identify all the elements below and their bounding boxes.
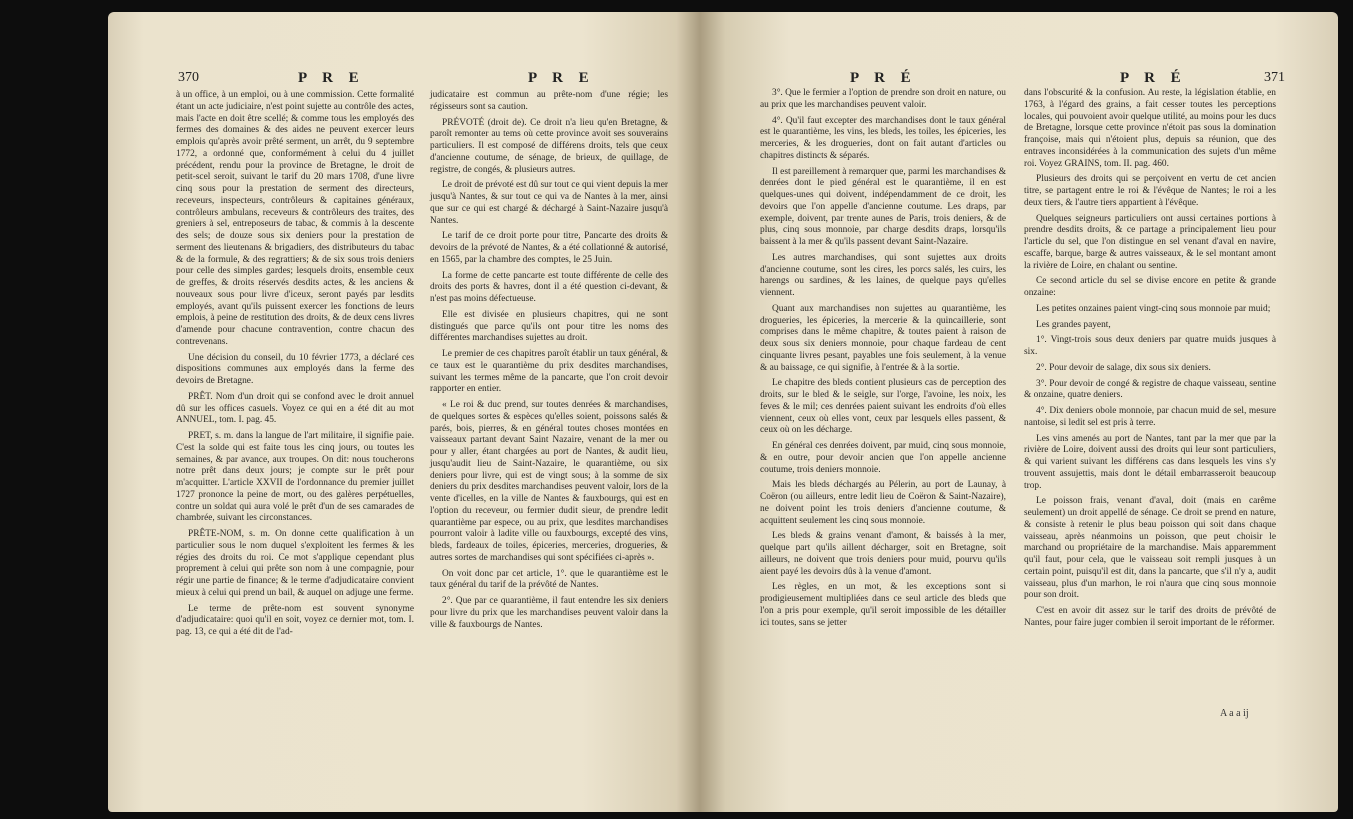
paragraph: Le poisson frais, venant d'aval, doit (mais en carême seulement) un droit appellé de sénage. Ce droit se prend en nature, & consiste à retenir le plus beau poisson qui soit dans chaque vaisseau, après néanmoins un poisson, que peut choisir le marchand ou propriétaire de la marchandise. Mais apparemment qu'il faut, pour cela, que le vaisseau soit rempli jusques à un certain point, puisqu'il est dit, dans la pancarte, que s'il n'y a, audit vaisseau, plus d'un marhon, le roi n'aura que cinq sous monnoie pour son droit.: [1024, 496, 1276, 601]
paragraph: 4°. Qu'il faut excepter des marchandises dont le taux général est le quarantième, les vins, les bleds, les toiles, les épiceries, les merceries, & les drogueries, dont on fait autant d'articles ou chapitres distincts & séparés.: [760, 115, 1006, 161]
running-head-right: P R É: [1120, 70, 1187, 86]
paragraph: Le terme de prête-nom est souvent synonyme d'adjudicataire: quoi qu'il en soit, voyez ce dernier mot, tom. I. pag. 13, ce qui a été dit de l'ad-: [176, 603, 414, 637]
text-column-2: [430, 90, 668, 635]
paragraph: « Le roi & duc prend, sur toutes denrées & marchandises, de quelques sortes & espèces qu'elles soient, poissons salés & parés, bois, pierres, & en général toutes choses montées en vaisseaux partant devant Saint Nazaire, venant de la mer ou pour y aller, étant chargées au port de Nantes, & audit lieu, jusqu'audit lieu de Saint-Nazaire, le quarantième, ou six deniers pour livre, qui est de vingt sous; à la somme de six deniers du prix desdites marchandises peuvent valoir, lors de la vente d'icelles, en la ville de Nantes & fauxbourgs, qui est en l'option du receveur, ou fermier dudit sieur, de prendre ledit quarantième par espece, ou au prix, que lesdites marchandises pourront valoir à ladite ville ou fauxbourgs, excepté des vins, bleds, fardeaux de toiles, épiceries, merceries, drogueries, & autres sortes de marchandises qui sont spécifiées ci-après ».: [430, 400, 668, 563]
paragraph: C'est en avoir dit assez sur le tarif des droits de prévôté de Nantes, pour faire juger combien il seroit important de le réformer.: [1024, 606, 1276, 628]
text-column-1: [760, 88, 1006, 633]
paragraph: Plusieurs des droits qui se perçoivent en vertu de cet ancien titre, se partagent entre le roi & l'évêque de Nantes; le roi a les deux tiers, & l'autre tiers appartient à l'évêque.: [1024, 174, 1276, 208]
paragraph: Le chapitre des bleds contient plusieurs cas de perception des droits, sur le bled & le seigle, sur l'orge, l'avoine, les noix, les feves & le mil; ces denrées paient suivant les endroits d'où elles viennent, ceux où elles vont, ceux par lesquels elles passent, & ceux où on les décharge.: [760, 378, 1006, 436]
paragraph: PRÊT. Nom d'un droit qui se confond avec le droit annuel dû sur les offices casuels. Voyez ce qui en a été dit au mot ANNUEL, tom. I. pag. 45.: [176, 391, 414, 426]
paragraph: Le tarif de ce droit porte pour titre, Pancarte des droits & devoirs de la prévoté de Nantes, & a été collationné & autorisé, en 1565, par la chambre des comptes, le 25 Juin.: [430, 231, 668, 265]
paragraph: Les grandes payent,: [1036, 319, 1111, 330]
paragraph: Les autres marchandises, qui sont sujettes aux droits d'ancienne coutume, sont les cires, les porcs salés, les cuirs, les harengs ou sardines, & les laines, de quelque pays qu'elles viennent.: [760, 252, 1006, 298]
paragraph: Les vins amenés au port de Nantes, tant par la mer que par la rivière de Loire, doivent aussi des droits qui leur sont particuliers, & qui varient suivant les différens cas dans lesquels les vins s'y trouvent assujettis, mais dont le détail embarrasseroit beaucoup trop.: [1024, 433, 1276, 491]
running-head-left: P R É: [850, 70, 917, 86]
paragraph: 1°. Vingt-trois sous deux deniers par quatre muids jusques à six.: [1024, 335, 1276, 357]
signature-mark: A a a ij: [1220, 708, 1249, 719]
paragraph: judicataire est commun au prête-nom d'une régie; les régisseurs sont sa caution.: [430, 90, 668, 112]
paragraph: à un office, à un emploi, ou à une commission. Cette formalité étant un acte judiciaire, n'est point sujette au contrôle des actes, mais l'acte en doit être scellé; & comme tous les employés des fermes des domaines & des aides ne peuvent exercer leurs emplois qu'après avoir prêté serment, un arrêt, du 9 septembre 1772, a ordonné que, conformément à celui du 4 juillet précédent, rendu pour la province de Bretagne, le droit de petit-scel seroit, suivant le tarif du 20 mars 1708, d'une livre cinq sous pour la prestation de serment des directeurs, receveurs, inspecteurs, contrôleurs & capitaines généraux, contrôleurs ambulans, receveurs & contrôleurs des traites, des greniers à sel, entreposeurs de tabac, & commis à la descente des sels; de douze sous six deniers pour la prestation de serment des lieutenans & brigadiers, des distributeurs du tabac & de la formule, & des regrattiers; & de six sous trois deniers pour celle des simples gardes; lesquels droits, ensemble ceux de greffes, & droits réservés desdits actes, & les anciens & nouveaux sous pour livre d'iceux, seront payés par lesdits employés, avant qu'ils puissent exercer les fonctions de leurs emplois, à peine de restitution des droits, & de deux cens livres d'amende pour chacune contravention, contre chacun des contrevenans.: [176, 90, 414, 347]
paragraph: 3°. Que le fermier a l'option de prendre son droit en nature, ou au prix que les marchandises peuvent valoir.: [760, 88, 1006, 110]
running-head-left: P R E: [298, 70, 365, 86]
text-column-1: [176, 90, 414, 643]
paragraph: En général ces denrées doivent, par muid, cinq sous monnoie, & en outre, pour devoir ancien que l'on appelle ancienne coutume, trois deniers monnoie.: [760, 441, 1006, 475]
left-page: [108, 12, 700, 812]
page-number: 370: [178, 70, 199, 85]
paragraph: dans l'obscurité & la confusion. Au reste, la législation établie, en 1763, à l'égard des grains, a fait cesser toutes les perceptions locales, qui pouvoient avoir quelque utilité, au moins pour les ducs de Bretagne, lorsque cette province n'étoit pas sous la domination françoise, mais qui n'étoient plus, depuis sa réunion, que des entraves inconsidérées à la communication des sujets d'un même roi. Voyez GRAINS, tom. II. pag. 460.: [1024, 88, 1276, 169]
paragraph: Il est pareillement à remarquer que, parmi les marchandises & denrées dont le pied général est le quarantième, il en est quelques-unes qui doivent, indépendamment de ce droit, les devoirs que l'on appelle d'ancienne coutume. Les draps, par exemple, doivent, par trente aunes de Paris, trois deniers, & de plus, cinq sous monnoie, par charge desdits draps, lorsqu'ils baissent à la mer & qu'ils passent devant Saint-Nazaire.: [760, 166, 1006, 247]
paragraph: La forme de cette pancarte est toute différente de celle des droits des ports & havres, dont il a été question ci-devant, & n'est pas moins défectueuse.: [430, 270, 668, 304]
paragraph: Quant aux marchandises non sujettes au quarantième, les drogueries, les épiceries, la mercerie & la quincaillerie, sont comprises dans le même chapitre, & toutes paient à raison de deux sous six deniers monnoie, pour chaque fardeau de cent cinquante livres pesant, payables une fois seulement, à la venue & au baissage, ce qui signifie, à l'entrée & à la sortie.: [760, 303, 1006, 373]
paragraph: PRET, s. m. dans la langue de l'art militaire, il signifie paie. C'est la solde qui est faite tous les cinq jours, ou toutes les semaines, & par avance, aux troupes. On dit: nous toucherons notre prêt dans deux jours; je compte sur le prêt pour m'acquitter. L'article XXVII de l'ordonnance du premier juillet 1727 prononce la peine de mort, ou des galères perpétuelles, contre un soldat qui aura volé le prêt d'un de ses camarades de chambrée, suivant les circonstances.: [176, 431, 414, 524]
paragraph: Le droit de prévoté est dû sur tout ce qui vient depuis la mer jusqu'à Nantes, & sur tout ce qui va de Nantes à la mer, ainsi que sur ce qui est chargé & déchargé à Saint-Nazaire jusqu'à Nantes.: [430, 180, 668, 226]
paragraph: On voit donc par cet article, 1°. que le quarantième est le taux général du tarif de la prévôté de Nantes.: [430, 568, 668, 591]
paragraph: PRÊTE-NOM, s. m. On donne cette qualification à un particulier sous le nom duquel s'exploitent les fermes & les régies des droits du roi. Ce mot s'applique cependant plus proprement à celui qui prête son nom à une compagnie, pour régir une partie de finance; & le terme d'adjudicataire convient mieux à celui qui prend un bail, & auquel on adjuge une ferme.: [176, 529, 414, 598]
right-page: [700, 12, 1338, 812]
paragraph: 2°. Que par ce quarantième, il faut entendre les six deniers pour livre du prix que les marchandises peuvent valoir dans la ville & fauxbourgs de Nantes.: [430, 596, 668, 630]
paragraph: Ce second article du sel se divise encore en petite & grande onzaine:: [1024, 276, 1276, 298]
paragraph: Les bleds & grains venant d'amont, & baissés à la mer, quelque part qu'ils aillent décharger, soit en Bretagne, soit ailleurs, ne doivent que trois deniers pour muid, pourvu qu'ils aient payé les devoirs dûs à la venue d'amont.: [760, 531, 1006, 577]
paragraph: Les petites onzaines paient vingt-cinq sous monnoie par muid;: [1036, 303, 1271, 314]
paragraph: Mais les bleds déchargés au Pélerin, au port de Launay, à Coëron (ou ailleurs, entre ledit lieu de Coëron & Saint-Nazaire), ne doivent point les trois deniers d'ancienne coutume, & acquittent seulement les cinq sous monnoie.: [760, 480, 1006, 526]
paragraph: Une décision du conseil, du 10 février 1773, a déclaré ces dispositions communes aux employés dans la ferme des devoirs de Bretagne.: [176, 352, 414, 386]
paragraph: PRÉVOTÉ (droit de). Ce droit n'a lieu qu'en Bretagne, & paroît remonter au tems où cette province avoit ses souverains particuliers. Il est composé de différens droits, tels que ceux d'ancienne coutume, de sénage, de brieux, de quillage, de registre, de congés, & plusieurs autres.: [430, 117, 668, 175]
text-column-2: [1024, 88, 1276, 634]
paragraph: 2°. Pour devoir de salage, dix sous six deniers.: [1036, 362, 1211, 373]
paragraph: 4°. Dix deniers obole monnoie, par chacun muid de sel, mesure nantoise, si ledit sel est pris à terre.: [1024, 406, 1276, 428]
running-head-right: P R E: [528, 70, 595, 86]
page-number: 371: [1264, 70, 1285, 85]
open-book: [108, 12, 1338, 812]
paragraph: Le premier de ces chapitres paroît établir un taux général, & ce taux est le quarantième du prix desdites marchandises, suivant les termes même de la pancarte, que l'on croit devoir rapporter en entier.: [430, 349, 668, 395]
paragraph: Quelques seigneurs particuliers ont aussi certaines portions à prendre desdits droits, & ce partage a principalement lieu pour l'article du sel, que l'on distingue en sel venant d'aval en navire, escaffe, barque, barge & autres vaisseaux, & le sel montant amont la rivière de Loire, en chalant ou sentine.: [1024, 213, 1276, 271]
paragraph: Elle est divisée en plusieurs chapitres, qui ne sont distingués que parce qu'ils ont pour titre les noms des différentes marchandises sujettes au droit.: [430, 309, 668, 344]
paragraph: 3°. Pour devoir de congé & registre de chaque vaisseau, sentine & onzaine, quatre deniers.: [1024, 378, 1276, 401]
paragraph: Les règles, en un mot, & les exceptions sont si prodigieusement multipliées dans ce seul article des bleds que l'on a pris pour exemple, qu'il seroit impossible de les détailler ici toutes, sans se jetter: [760, 582, 1006, 628]
